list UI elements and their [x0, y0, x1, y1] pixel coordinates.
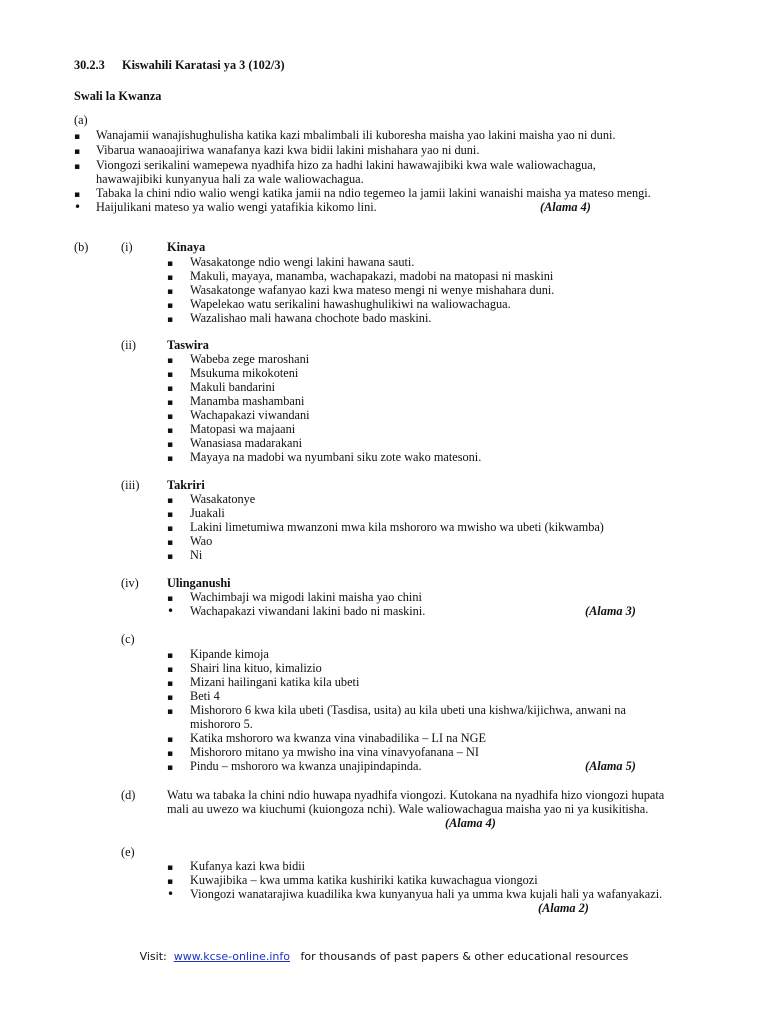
bullet-square-icon: [167, 703, 177, 718]
part-a-item: Wanajamii wanajishughulisha katika kazi mbalimbali ili kuboresha maisha yao lakini maisha yao ni duni.: [96, 128, 616, 142]
bullet-square-icon: [167, 661, 177, 676]
part-b-marks: (Alama 3): [585, 604, 636, 618]
bullet-star-icon: [167, 604, 177, 619]
part-b-label: (b): [74, 240, 89, 254]
list-item-continuation: mishororo 5.: [190, 717, 253, 731]
bullet-square-icon: [167, 745, 177, 760]
list-item: Wasakatonge wafanyao kazi kwa mateso mengi ni wenye mishahara duni.: [190, 283, 555, 297]
list-item: Mishororo 6 kwa kila ubeti (Tasdisa, usita) au kila ubeti una kishwa/kijichwa, anwani na: [190, 703, 626, 717]
part-d-text-line: Watu wa tabaka la chini ndio huwapa nyadhifa viongozi. Kutokana na nyadhifa hizo viongozi hupata: [167, 788, 665, 802]
list-item: Mizani hailingani katika kila ubeti: [190, 675, 360, 689]
list-item: Lakini limetumiwa mwanzoni mwa kila mshororo wa mwisho wa ubeti (kikwamba): [190, 520, 604, 534]
bullet-square-icon: [167, 548, 177, 563]
question-title: Swali la Kwanza: [74, 89, 162, 103]
bullet-square-icon: [167, 689, 177, 704]
subpart-label: (iv): [121, 576, 139, 590]
list-item: Katika mshororo wa kwanza vina vinabadilika – LI na NGE: [190, 731, 487, 745]
bullet-square-icon: [74, 143, 84, 158]
subpart-heading: Ulinganushi: [167, 576, 231, 590]
list-item: Viongozi wanatarajiwa kuadilika kwa kunyanyua hali ya umma kwa kujali hali ya wafanyakazi.: [190, 887, 663, 901]
part-a-label: (a): [74, 113, 88, 127]
section-code: 30.2.3: [74, 58, 105, 72]
bullet-square-icon: [167, 675, 177, 690]
part-e-marks: (Alama 2): [538, 901, 589, 915]
footer-suffix: for thousands of past papers & other educational resources: [289, 950, 629, 963]
footer-prefix: Visit:: [139, 950, 174, 963]
bullet-square-icon: [167, 731, 177, 746]
list-item: Wao: [190, 534, 213, 548]
bullet-square-icon: [167, 269, 177, 284]
part-e-label: (e): [121, 845, 135, 859]
list-item: Kipande kimoja: [190, 647, 269, 661]
list-item: Wasakatonge ndio wengi lakini hawana sauti.: [190, 255, 415, 269]
footer: [0, 950, 768, 963]
bullet-square-icon: [167, 647, 177, 662]
subpart-heading: Kinaya: [167, 240, 206, 254]
bullet-square-icon: [167, 590, 177, 605]
bullet-square-icon: [74, 158, 84, 173]
list-item: Makuli bandarini: [190, 380, 276, 394]
subpart-heading: Takriri: [167, 478, 205, 492]
part-d-label: (d): [121, 788, 136, 802]
list-item: Makuli, mayaya, manamba, wachapakazi, madobi na matopasi ni maskini: [190, 269, 554, 283]
list-item: Wachapakazi viwandani: [190, 408, 310, 422]
bullet-square-icon: [167, 436, 177, 451]
list-item: Kuwajibika – kwa umma katika kushiriki katika kuwachagua viongozi: [190, 873, 538, 887]
list-item: Msukuma mikokoteni: [190, 366, 299, 380]
bullet-square-icon: [167, 873, 177, 888]
part-d-marks: (Alama 4): [445, 816, 496, 830]
bullet-square-icon: [167, 394, 177, 409]
bullet-square-icon: [74, 186, 84, 201]
part-a-item: Haijulikani mateso ya walio wengi yatafikia kikomo lini.: [96, 200, 377, 214]
bullet-square-icon: [167, 297, 177, 312]
part-a-item: Vibarua wanaoajiriwa wanafanya kazi kwa bidii lakini mishahara yao ni duni.: [96, 143, 480, 157]
list-item: Wabeba zege maroshani: [190, 352, 310, 366]
bullet-star-icon: [74, 200, 84, 215]
part-a-marks: (Alama 4): [540, 200, 591, 214]
list-item: Beti 4: [190, 689, 220, 703]
list-item: Kufanya kazi kwa bidii: [190, 859, 306, 873]
list-item: Pindu – mshororo wa kwanza unajipindapinda.: [190, 759, 422, 773]
list-item: Juakali: [190, 506, 225, 520]
list-item: Mishororo mitano ya mwisho ina vina vinavyofanana – NI: [190, 745, 479, 759]
list-item: Manamba mashambani: [190, 394, 305, 408]
list-item: Wapelekao watu serikalini hawashughulikiwi na waliowachagua.: [190, 297, 511, 311]
subpart-label: (ii): [121, 338, 137, 352]
bullet-square-icon: [167, 492, 177, 507]
part-c-label: (c): [121, 632, 135, 646]
paper-title: Kiswahili Karatasi ya 3 (102/3): [122, 58, 285, 72]
bullet-square-icon: [167, 506, 177, 521]
list-item: Mayaya na madobi wa nyumbani siku zote wako matesoni.: [190, 450, 482, 464]
bullet-square-icon: [167, 380, 177, 395]
bullet-square-icon: [167, 534, 177, 549]
bullet-square-icon: [167, 255, 177, 270]
bullet-star-icon: [167, 887, 177, 902]
list-item: Matopasi wa majaani: [190, 422, 296, 436]
part-d-text-line: mali au uwezo wa kiuchumi (kuiongoza nchi). Wale waliowachagua maisha yao ni ya kusikitisha.: [167, 802, 649, 816]
part-a-item: Tabaka la chini ndio walio wengi katika jamii na ndio tegemeo la jamii lakini wanaishi maisha ya mateso mengi.: [96, 186, 651, 200]
list-item: Wanasiasa madarakani: [190, 436, 303, 450]
bullet-square-icon: [167, 422, 177, 437]
bullet-square-icon: [167, 759, 177, 774]
bullet-square-icon: [167, 311, 177, 326]
bullet-square-icon: [167, 859, 177, 874]
part-a-item-continuation: hawawajibiki kunyanyua hali za wale waliowachagua.: [96, 172, 364, 186]
subpart-label: (i): [121, 240, 133, 254]
footer-link[interactable]: www.kcse-online.info: [173, 950, 290, 963]
part-a-item: Viongozi serikalini wamepewa nyadhifa hizo za hadhi lakini hawawajibiki kwa wale waliowachagua,: [96, 158, 596, 172]
list-item: Wachimbaji wa migodi lakini maisha yao chini: [190, 590, 422, 604]
list-item: Wazalishao mali hawana chochote bado maskini.: [190, 311, 432, 325]
bullet-square-icon: [167, 352, 177, 367]
bullet-square-icon: [167, 450, 177, 465]
part-c-marks: (Alama 5): [585, 759, 636, 773]
bullet-square-icon: [167, 283, 177, 298]
bullet-square-icon: [167, 408, 177, 423]
subpart-label: (iii): [121, 478, 140, 492]
list-item: Wachapakazi viwandani lakini bado ni maskini.: [190, 604, 426, 618]
bullet-square-icon: [167, 520, 177, 535]
list-item: Ni: [190, 548, 203, 562]
subpart-heading: Taswira: [167, 338, 209, 352]
bullet-square-icon: [167, 366, 177, 381]
bullet-square-icon: [74, 128, 84, 143]
list-item: Wasakatonye: [190, 492, 256, 506]
list-item: Shairi lina kituo, kimalizio: [190, 661, 322, 675]
